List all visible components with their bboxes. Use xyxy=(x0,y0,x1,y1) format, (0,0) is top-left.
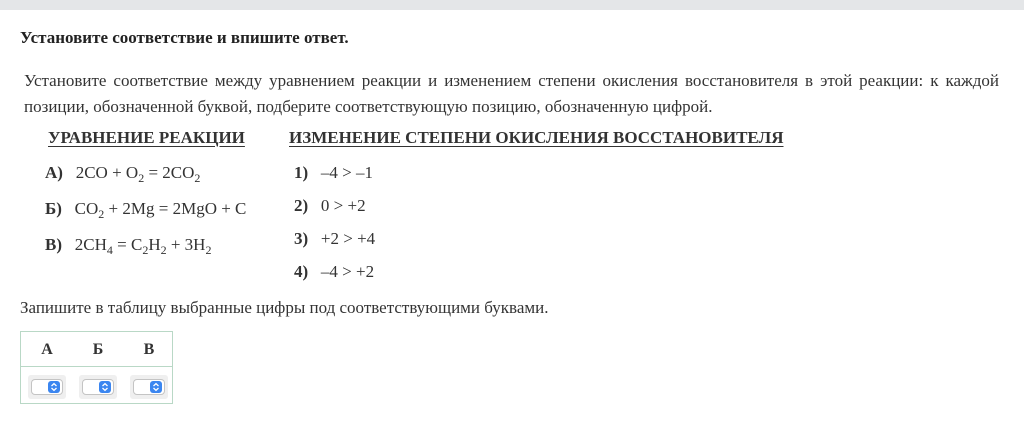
equation-a xyxy=(45,163,200,183)
option-text: +2 > +4 xyxy=(320,229,376,248)
option-text: 0 > +2 xyxy=(320,196,366,215)
option-number: 4) xyxy=(294,262,309,281)
equation-subscript: 2 xyxy=(138,171,145,185)
option-1 xyxy=(294,163,373,183)
equation-part: 2CH xyxy=(74,235,107,254)
select-field[interactable] xyxy=(31,379,63,395)
answer-letter-b: Б xyxy=(92,341,104,358)
option-number: 1) xyxy=(294,163,309,182)
option-text: –4 > +2 xyxy=(320,262,375,281)
select-field[interactable] xyxy=(82,379,114,395)
equation-v xyxy=(45,235,211,255)
answer-select-b[interactable] xyxy=(79,375,117,399)
equation-subscript: 2 xyxy=(194,171,201,185)
answer-letter-v: В xyxy=(143,341,155,358)
instruction-text: Запишите в таблицу выбранные цифры под соответствующими буквами. xyxy=(20,298,549,317)
option-4 xyxy=(294,262,374,282)
select-arrows-icon xyxy=(150,381,162,393)
answer-table xyxy=(20,331,173,404)
answer-select-v[interactable] xyxy=(130,375,168,399)
equation-part: + 2Mg = 2MgO + C xyxy=(104,199,247,218)
task-heading: Установите соответствие и впишите ответ. xyxy=(20,28,349,47)
select-arrows-icon xyxy=(48,381,60,393)
question-text: Установите соответствие между уравнением реакции и изменением степени окисления восстановителя в этой реакции: к каждой позиции, обозначенной буквой, подберите соответствующую позицию, обозначенную цифрой. xyxy=(24,71,999,116)
answer-letter-a: А xyxy=(41,341,53,358)
option-text: –4 > –1 xyxy=(320,163,374,182)
left-column-header: УРАВНЕНИЕ РЕАКЦИИ xyxy=(48,128,245,147)
right-column-header: ИЗМЕНЕНИЕ СТЕПЕНИ ОКИСЛЕНИЯ ВОССТАНОВИТЕЛЯ xyxy=(289,128,784,147)
top-bar xyxy=(0,0,1024,10)
select-field[interactable] xyxy=(133,379,165,395)
option-number: 3) xyxy=(294,229,309,248)
equation-subscript: 2 xyxy=(160,243,167,257)
equation-part: = 2CO xyxy=(144,163,195,182)
equation-letter: А) xyxy=(45,163,63,182)
answer-select-a[interactable] xyxy=(28,375,66,399)
equation-subscript: 2 xyxy=(98,207,105,221)
equation-part: H xyxy=(148,235,161,254)
equation-part: 2CO + O xyxy=(75,163,139,182)
equation-part: CO xyxy=(74,199,99,218)
equation-subscript: 4 xyxy=(106,243,113,257)
option-2 xyxy=(294,196,366,216)
table-divider xyxy=(21,366,172,367)
select-arrows-icon xyxy=(99,381,111,393)
option-3 xyxy=(294,229,375,249)
option-number: 2) xyxy=(294,196,309,215)
equation-letter: Б) xyxy=(45,199,62,218)
equation-part: + 3H xyxy=(166,235,206,254)
equation-subscript: 2 xyxy=(205,243,212,257)
equation-subscript: 2 xyxy=(142,243,149,257)
equation-part: = C xyxy=(112,235,143,254)
equation-letter: В) xyxy=(45,235,62,254)
equation-b xyxy=(45,199,246,219)
